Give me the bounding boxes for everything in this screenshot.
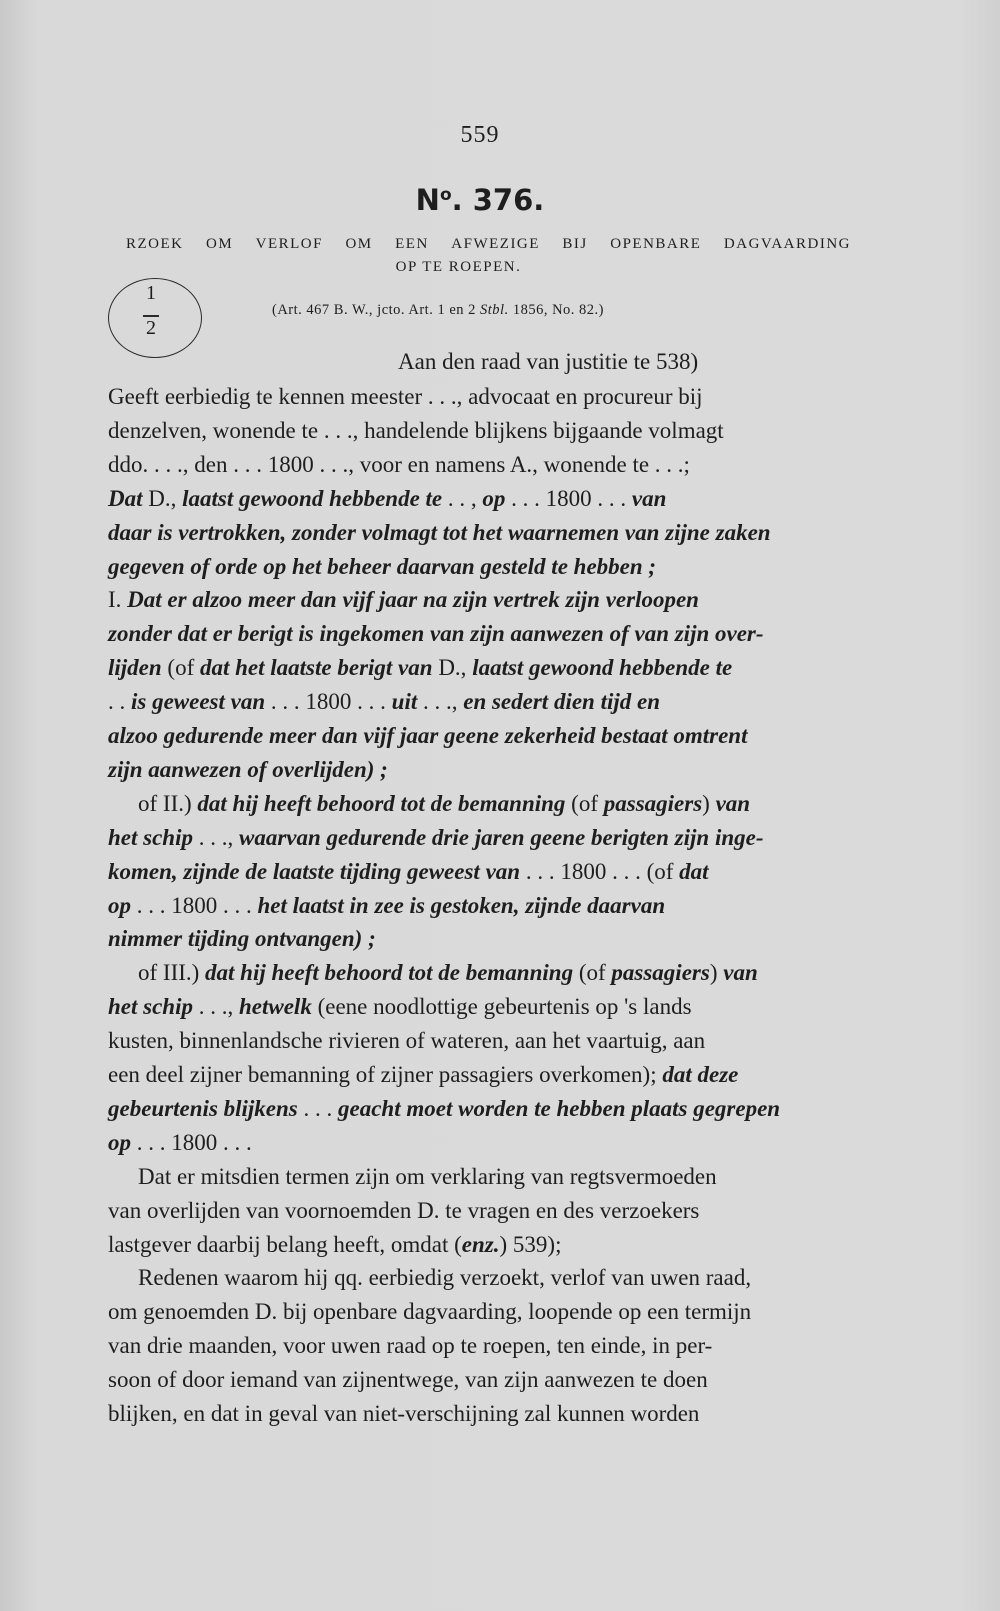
article-reference [272, 302, 604, 319]
text-segment: ) 539); [499, 1231, 562, 1257]
text-line [108, 1400, 863, 1428]
text-segment: (of [565, 790, 604, 816]
italic-segment: laatst gewoond hebbende te [472, 655, 733, 681]
text-segment: . . . 1800 . . . [131, 892, 258, 918]
italic-segment: zonder dat er berigt is ingekomen van zijn aanwezen of van zijn over- [108, 621, 764, 647]
text-segment: ) [702, 790, 716, 816]
text-line [108, 553, 863, 581]
text-segment: Dat er mitsdien termen zijn om verklaring van regtsvermoeden [138, 1163, 717, 1189]
text-line [108, 824, 863, 852]
text-line [108, 586, 863, 614]
heading-word: BIJ [562, 236, 588, 252]
heading-word: OPENBARE [610, 236, 702, 252]
italic-segment: het schip [108, 824, 193, 850]
text-line [108, 1298, 863, 1326]
heading-line-2: OP TE ROEPEN. [395, 259, 522, 275]
text-segment: . . ., [192, 824, 239, 850]
page-number: 559 [460, 122, 500, 148]
text-line [108, 892, 863, 920]
text-segment: D., [142, 485, 183, 511]
text-segment: . . . 1800 . . . [265, 689, 392, 715]
doc-number-value: . 376. [451, 183, 545, 217]
text-segment: van overlijden van voornoemden D. te vragen en des verzoekers [108, 1197, 700, 1223]
text-segment: . . . [297, 1095, 339, 1121]
text-segment: blijken, en dat in geval van niet-verschijning zal kunnen worden [108, 1401, 700, 1426]
text-line [108, 417, 863, 445]
text-segment: of II.) [138, 790, 198, 816]
text-segment: . . . 1800 . . . [505, 485, 632, 511]
reference-part-2: 1856, No. 82.) [508, 302, 605, 318]
margin-fraction-stamp [108, 278, 202, 358]
italic-segment: laatst gewoond hebbende te [182, 485, 443, 511]
text-line [138, 1163, 863, 1191]
fraction-numerator: 1 [146, 282, 156, 304]
italic-segment: passagiers [611, 960, 710, 986]
italic-segment: Dat [108, 485, 143, 511]
text-line [108, 383, 863, 411]
italic-segment: en sedert dien tijd en [463, 689, 661, 715]
italic-segment: op [108, 1129, 131, 1155]
italic-segment: dat deze [662, 1062, 739, 1087]
reference-part-1: (Art. 467 B. W., jcto. Art. 1 en 2 [272, 302, 481, 318]
italic-segment: dat [679, 858, 709, 884]
doc-number-sup: o [439, 185, 452, 205]
text-line [108, 1095, 863, 1123]
fraction-denominator: 2 [146, 317, 156, 339]
italic-segment: het laatst in zee is gestoken, zijnde daarvan [257, 892, 666, 918]
text-segment: ddo. . . ., den . . . 1800 . . ., voor en namens A., wonende te . . .; [108, 451, 690, 477]
italic-segment: lijden [108, 655, 162, 681]
italic-segment: op [108, 892, 131, 918]
text-line [108, 1197, 863, 1225]
italic-segment: zijn aanwezen of overlijden) ; [108, 756, 388, 782]
italic-segment: passagiers [603, 790, 703, 816]
text-line [108, 654, 863, 682]
text-line [138, 1264, 863, 1292]
text-line [108, 688, 863, 716]
italic-segment: Dat er alzoo meer dan vijf jaar na zijn vertrek zijn verloopen [127, 587, 699, 613]
text-segment: (of [573, 960, 612, 986]
text-segment: ) [709, 960, 724, 986]
italic-segment: enz. [461, 1231, 500, 1257]
addressee: Aan den raad van justitie te 538) [398, 349, 699, 374]
italic-segment: alzoo gedurende meer dan vijf jaar geene zekerheid bestaat omtrent [108, 723, 748, 748]
text-line [108, 519, 863, 547]
heading-word: AFWEZIGE [451, 236, 540, 252]
text-segment: . . [108, 689, 131, 715]
italic-segment: geacht moet worden te hebben plaats gegrepen [338, 1095, 781, 1121]
italic-segment: waarvan gedurende drie jaren geene berigten zijn inge- [238, 824, 764, 850]
text-segment: . . . 1800 . . . [131, 1129, 252, 1155]
italic-segment: daar is vertrokken, zonder volmagt tot het waarnemen van zijne zaken [108, 519, 771, 545]
heading-word: OM [205, 236, 234, 252]
text-line [108, 858, 863, 886]
text-line [108, 620, 863, 648]
heading-word: EEN [395, 236, 429, 252]
text-line [108, 1027, 863, 1055]
italic-segment: van [631, 485, 667, 511]
text-segment: (eene noodlottige gebeurtenis op 's lands [311, 994, 692, 1020]
text-line [108, 451, 863, 479]
text-line [138, 959, 863, 987]
italic-segment: hetwelk [238, 994, 312, 1020]
italic-segment: van [715, 790, 751, 816]
italic-segment: gebeurtenis blijkens [108, 1095, 298, 1121]
heading-line-1 [126, 236, 851, 253]
text-line [108, 722, 863, 750]
italic-segment: komen, zijnde de laatste tijding geweest van [108, 858, 521, 884]
text-segment: denzelven, wonende te . . ., handelende blijkens bijgaande volmagt [108, 417, 724, 443]
italic-segment: van [723, 960, 758, 986]
text-line [108, 1061, 863, 1089]
heading-word: DAGVAARDING [723, 236, 851, 252]
italic-segment: dat hij heeft behoord tot de bemanning [197, 790, 566, 816]
text-segment: een deel zijner bemanning of zijner passagiers overkomen); [108, 1062, 663, 1087]
text-line [108, 925, 863, 953]
text-line [108, 1332, 863, 1360]
italic-segment: gegeven of orde op het beheer daarvan gesteld te hebben ; [108, 553, 657, 579]
italic-segment: dat hij heeft behoord tot de bemanning [205, 960, 574, 986]
text-segment: (of [161, 655, 200, 681]
text-line [108, 1366, 863, 1394]
reference-italic: Stbl. [480, 302, 509, 318]
italic-segment: het schip [108, 994, 193, 1020]
text-line [108, 1231, 863, 1259]
italic-segment: uit [391, 689, 418, 715]
heading-word: OM [345, 236, 373, 252]
text-segment: D., [432, 655, 473, 681]
text-line [108, 1129, 863, 1157]
text-segment: soon of door iemand van zijnentwege, van zijn aanwezen te doen [108, 1367, 708, 1393]
heading-word: RZOEK [126, 236, 184, 252]
text-segment: . . . 1800 . . . (of [520, 858, 680, 884]
text-segment: om genoemden D. bij openbare dagvaarding, loopende op een termijn [108, 1299, 752, 1325]
italic-segment: is geweest van [131, 689, 266, 715]
text-segment: lastgever daarbij belang heeft, omdat ( [108, 1231, 462, 1257]
text-line [138, 790, 863, 818]
text-line [108, 993, 863, 1021]
italic-segment: dat het laatste berigt van [200, 655, 433, 681]
italic-segment: nimmer tijding ontvangen) ; [108, 926, 376, 952]
text-segment: of III.) [138, 960, 206, 986]
text-segment: . . ., [192, 994, 239, 1020]
text-line [108, 756, 863, 784]
doc-number-prefix: N [415, 183, 440, 217]
heading-word: VERLOF [255, 236, 323, 252]
text-segment: van drie maanden, voor uwen raad op te roepen, ten einde, in per- [108, 1333, 713, 1359]
text-segment: I. [108, 587, 128, 613]
italic-segment: op [482, 485, 506, 511]
text-line [108, 485, 863, 513]
text-segment: . . , [442, 485, 483, 511]
text-segment: Redenen waarom hij qq. eerbiedig verzoekt, verlof van uwen raad, [138, 1265, 752, 1291]
text-segment: Geeft eerbiedig te kennen meester . . ., advocaat en procureur bij [108, 384, 703, 409]
text-segment: . . ., [417, 689, 464, 715]
document-number [0, 183, 960, 217]
text-segment: kusten, binnenlandsche rivieren of wateren, aan het vaartuig, aan [108, 1028, 706, 1054]
